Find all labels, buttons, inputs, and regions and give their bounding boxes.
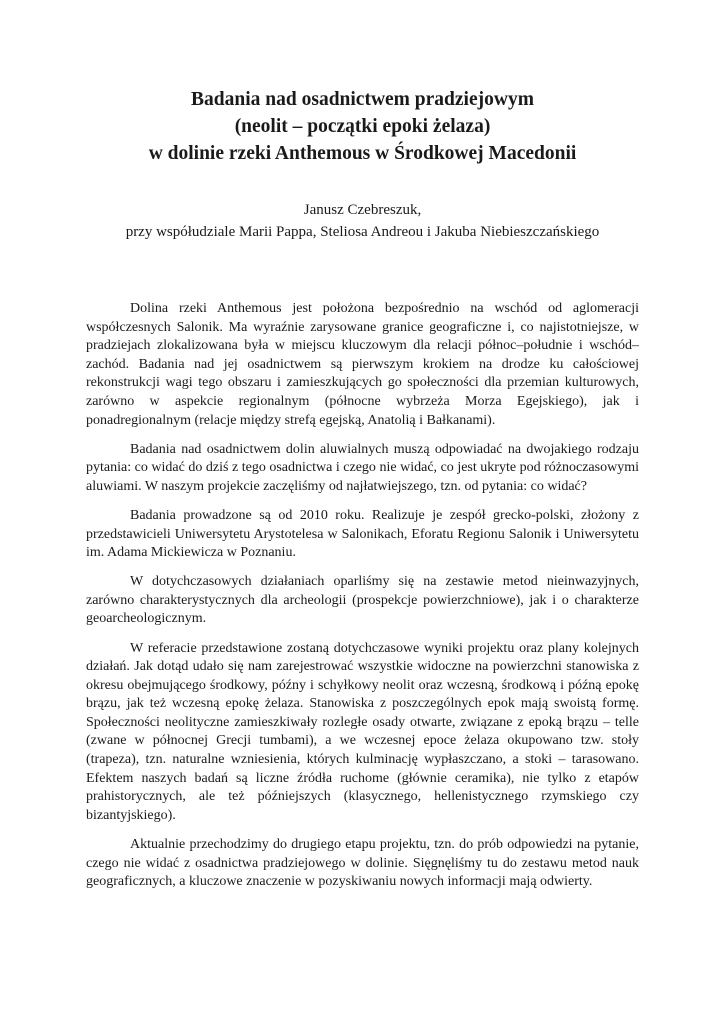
paragraph-3: Badania prowadzone są od 2010 roku. Realizuje je zespół grecko-polski, złożony z przedstawicieli Uniwersytetu Arystotelesa w Salonikach, Eforatu Regionu Salonik i Uniwersytetu im. Adama Mickiewicza w Poznaniu. [86,507,639,561]
author-block [60,199,665,243]
title-block [60,86,665,167]
title-line-2: (neolit – początki epoki żelaza) [234,116,491,137]
paragraph-5: W referacie przedstawione zostaną dotychczasowe wyniki projektu oraz plany kolejnych działań. Jak dotąd udało się nam zarejestrować wszystkie widoczne na powierzchni stanowiska z okresu obejmującego środkowy, późny i schyłkowy neolit oraz wczesną, środkową i późną epokę brązu, jak też wczesną epokę żelaza. Stanowiska z poszczególnych epok mają swoistą formę. Społeczności neolityczne zamieszkiwały rozległe osady otwarte, związane z epoką brązu – telle (zwane w północnej Grecji tumbami), a we wczesnej epoce żelaza okupowano tzw. stoły (trapeza), tzn. naturalne wzniesienia, których kulminację wypłaszczano, a stoki – tarasowano. Efektem naszych badań są liczne źródła ruchome (głównie ceramika), nie tylko z etapów prahistorycznych, ale też późniejszych (klasycznego, hellenistycznego rzymskiego czy bizantyjskiego). [86,640,639,823]
title-line-3: w dolinie rzeki Anthemous w Środkowej Macedonii [148,143,577,164]
co-authors: przy współudziale Marii Pappa, Steliosa Andreou i Jakuba Niebieszczańskiego [125,224,600,240]
author-name: Janusz Czebreszuk, [303,202,422,218]
paragraph-1: Dolina rzeki Anthemous jest położona bezpośrednio na wschód od aglomeracji współczesnych Salonik. Ma wyraźnie zarysowane granice geograficzne i, co najistotniejsze, w pradziejach zlokalizowana była w miejscu kluczowym dla relacji północ–południe i wschód–zachód. Badania nad jej osadnictwem są pierwszym krokiem na drodze ku całościowej rekonstrukcji wagi tego obszaru i zamieszkujących go społeczności dla przemian kulturowych, zarówno w aspekcie regionalnym (północne wybrzeża Morza Egejskiego), jak i ponadregionalnym (relacje między strefą egejską, Anatolią i Bałkanami). [86,301,639,428]
paragraph-4: W dotychczasowych działaniach oparliśmy się na zestawie metod nieinwazyjnych, zarówno charakterystycznych dla archeologii (prospekcje powierzchniowe), jak i o charakterze geoarcheologicznym. [86,574,639,627]
title-line-1: Badania nad osadnictwem pradziejowym [191,89,534,110]
body-text [86,300,639,902]
paragraph-2: Badania nad osadnictwem dolin aluwialnych muszą odpowiadać na dwojakiego rodzaju pytania: co widać do dziś z tego osadnictwa i czego nie widać, co jest ukryte pod różnoczasowymi aluwiami. W naszym projekcie zaczęliśmy od najłatwiejszego, tzn. od pytania: co widać? [86,441,639,494]
paragraph-6: Aktualnie przechodzimy do drugiego etapu projektu, tzn. do prób odpowiedzi na pytanie, czego nie widać z osadnictwa pradziejowego w dolinie. Sięgnęliśmy tu do zestawu metod nauk geograficznych, a kluczowe znaczenie w pozyskiwaniu nowych informacji mają odwierty. [86,836,639,890]
